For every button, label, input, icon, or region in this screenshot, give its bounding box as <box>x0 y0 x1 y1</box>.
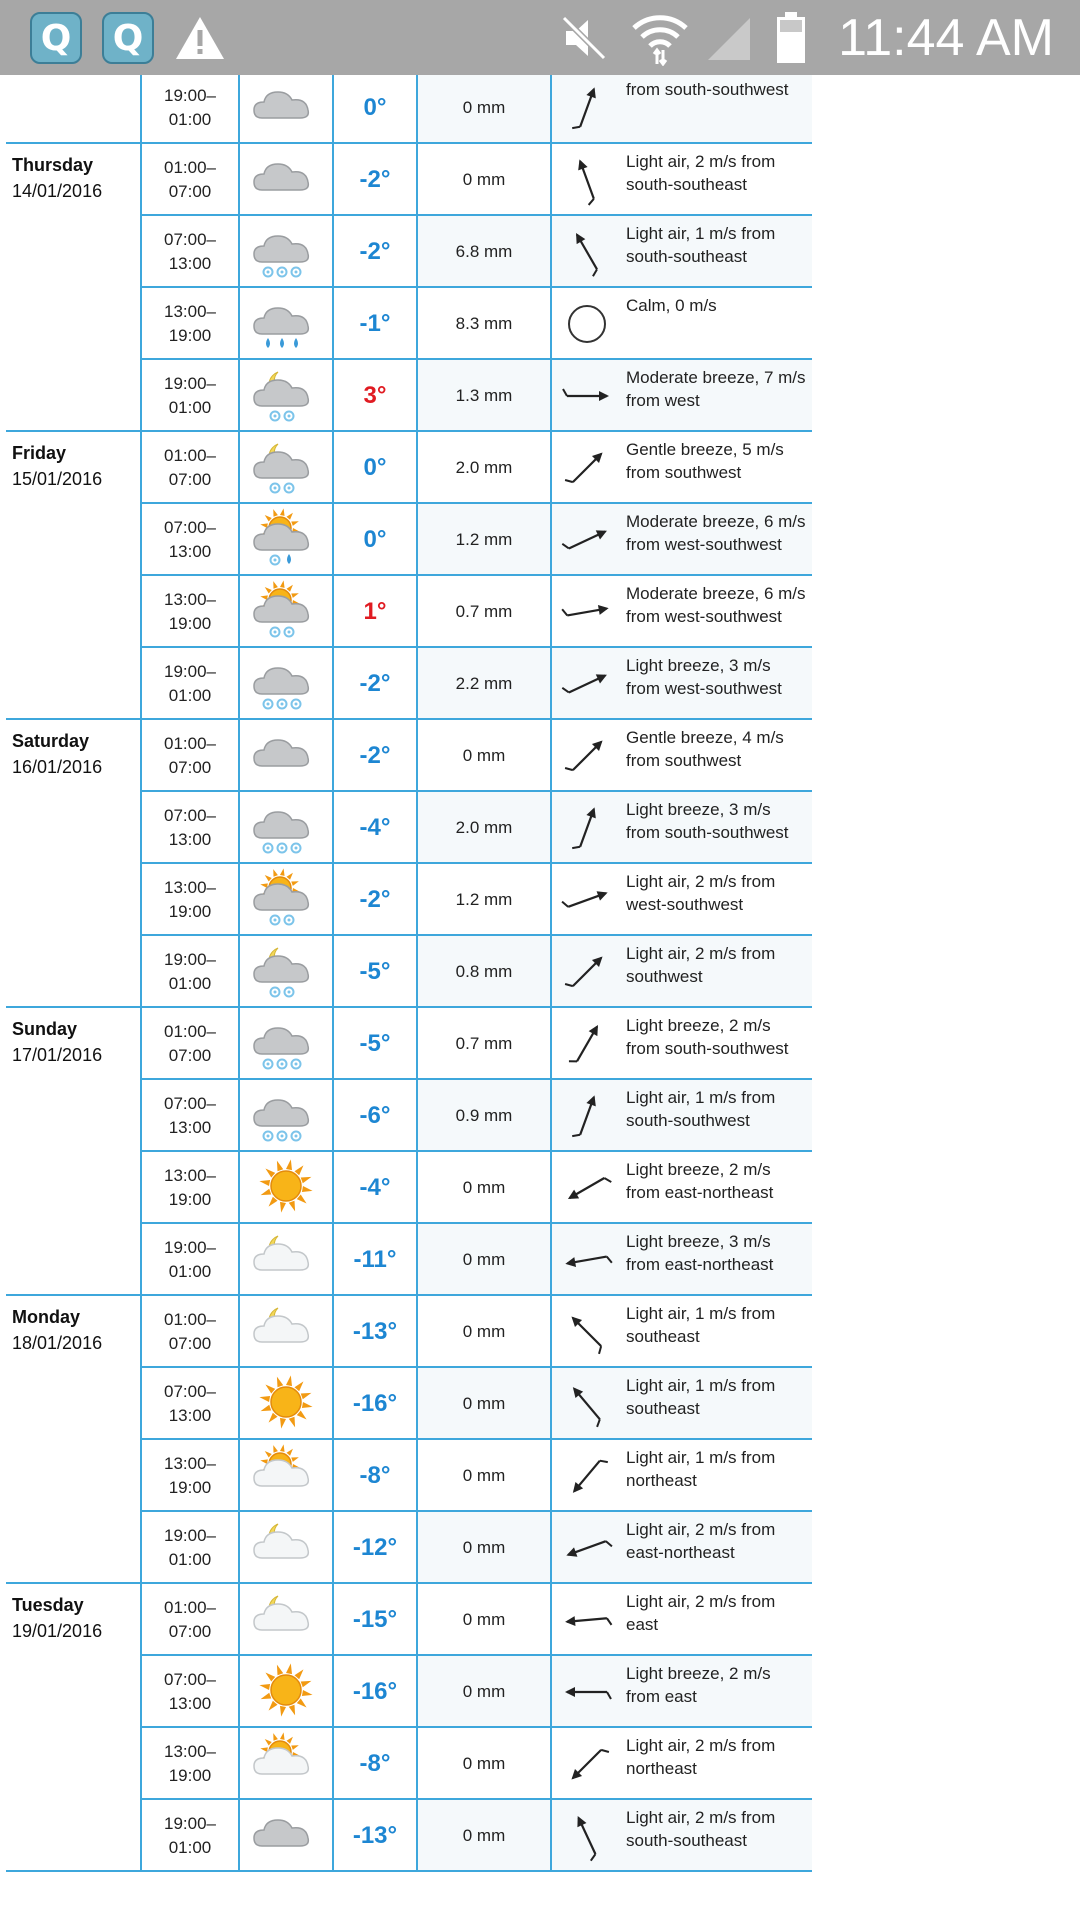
weather-cell <box>238 288 332 360</box>
wind-arrow-icon <box>552 504 622 576</box>
sun-icon <box>248 1368 318 1438</box>
time-start: 19:00– <box>164 662 216 681</box>
wind-arrow-icon <box>552 1296 622 1368</box>
wind-direction <box>550 75 620 144</box>
precipitation: 0 mm <box>416 1728 550 1800</box>
wind-description: Light air, 2 m/s from northeast <box>626 1736 776 1778</box>
wind-direction <box>550 648 620 720</box>
wind-direction <box>550 1008 620 1080</box>
clock: 11:44 AM <box>838 9 1054 67</box>
temperature: -2° <box>332 144 416 216</box>
cloud-icon <box>248 1800 318 1870</box>
wind-description: Light breeze, 2 m/s from east <box>620 1656 812 1728</box>
weather-cell <box>238 75 332 144</box>
sun-cloud-sleet-icon <box>248 504 318 574</box>
wind-direction <box>550 936 620 1008</box>
temperature: -8° <box>332 1728 416 1800</box>
time-end: 01:00 <box>168 686 212 705</box>
sun-icon <box>248 1152 318 1222</box>
time-end: 13:00 <box>168 1406 212 1425</box>
time-period <box>140 144 238 216</box>
time-period <box>140 1152 238 1224</box>
forecast-row <box>0 1080 812 1152</box>
forecast-row <box>0 75 812 144</box>
wind-direction <box>550 1368 620 1440</box>
wifi-icon <box>630 10 690 71</box>
wind-direction <box>550 144 620 216</box>
wind-direction <box>550 504 620 576</box>
temperature: -16° <box>332 1656 416 1728</box>
cloud-icon <box>248 720 318 790</box>
precipitation: 1.2 mm <box>416 864 550 936</box>
forecast-row <box>0 1224 812 1296</box>
precipitation: 0 mm <box>416 1440 550 1512</box>
cloud-snow-icon <box>248 1080 318 1150</box>
weather-cell <box>238 432 332 504</box>
time-period <box>140 75 238 144</box>
forecast-row <box>0 1656 812 1728</box>
weather-cell <box>238 216 332 288</box>
wind-direction <box>550 1152 620 1224</box>
forecast-row <box>0 936 812 1008</box>
temperature: -15° <box>332 1584 416 1656</box>
time-end: 13:00 <box>168 542 212 561</box>
forecast-row <box>0 1440 812 1512</box>
precipitation: 6.8 mm <box>416 216 550 288</box>
precipitation: 0.9 mm <box>416 1080 550 1152</box>
wind-arrow-icon <box>552 1728 622 1800</box>
wind-direction <box>550 720 620 792</box>
wind-description: Light air, 2 m/s from south-southeast <box>620 1800 812 1872</box>
wind-description: Gentle breeze, 5 m/s from southwest <box>626 440 784 482</box>
wind-direction <box>550 1728 620 1800</box>
day-name: Friday <box>12 443 67 463</box>
precipitation: 0 mm <box>416 1224 550 1296</box>
time-start: 07:00– <box>164 230 216 249</box>
wind-direction <box>550 864 620 936</box>
wind-description: Moderate breeze, 7 m/s from west <box>620 360 812 432</box>
weather-cell <box>238 1224 332 1296</box>
wind-direction <box>550 1224 620 1296</box>
precipitation: 2.0 mm <box>416 792 550 864</box>
time-period <box>140 504 238 576</box>
forecast-row <box>0 576 812 648</box>
time-start: 07:00– <box>164 1670 216 1689</box>
wind-arrow-icon <box>552 1368 622 1440</box>
mute-icon <box>560 16 608 65</box>
forecast-row <box>0 1584 812 1656</box>
day-date: 17/01/2016 <box>12 1045 103 1065</box>
time-end: 07:00 <box>168 1622 212 1641</box>
moon-cloud-light-icon <box>248 1512 318 1582</box>
time-period <box>140 1800 238 1872</box>
wind-arrow-icon <box>552 936 622 1008</box>
day-date: 16/01/2016 <box>12 757 103 777</box>
forecast-row <box>0 288 812 360</box>
weather-cell <box>238 1296 332 1368</box>
time-end: 07:00 <box>168 470 212 489</box>
weather-cell <box>238 864 332 936</box>
wind-direction <box>550 1800 620 1872</box>
weather-cell <box>238 1368 332 1440</box>
precipitation: 0 mm <box>416 1584 550 1656</box>
wind-description: from south-southwest <box>620 75 812 144</box>
wind-description: Light air, 1 m/s from south-southeast <box>620 216 812 288</box>
precipitation: 1.3 mm <box>416 360 550 432</box>
temperature: -8° <box>332 1440 416 1512</box>
day-name: Thursday <box>12 155 94 175</box>
time-period <box>140 576 238 648</box>
forecast-row <box>0 360 812 432</box>
time-start: 01:00– <box>164 1310 216 1329</box>
time-start: 19:00– <box>164 374 216 393</box>
wind-arrow-icon <box>552 1656 622 1728</box>
time-end: 19:00 <box>168 902 212 921</box>
time-period <box>140 1368 238 1440</box>
moon-cloud-snow-icon <box>248 936 318 1006</box>
precipitation: 2.2 mm <box>416 648 550 720</box>
forecast-row <box>0 648 812 720</box>
time-period <box>140 792 238 864</box>
wind-arrow-icon <box>552 720 622 792</box>
time-end: 07:00 <box>168 182 212 201</box>
weather-cell <box>238 936 332 1008</box>
forecast-row <box>0 432 812 504</box>
weather-cell <box>238 1440 332 1512</box>
wind-direction <box>550 576 620 648</box>
temperature: -1° <box>332 288 416 360</box>
time-end: 13:00 <box>168 1118 212 1137</box>
time-start: 19:00– <box>164 950 216 969</box>
wind-description: Light air, 2 m/s from east <box>626 1592 776 1634</box>
day-name: Monday <box>12 1307 81 1327</box>
time-period <box>140 1728 238 1800</box>
wind-description: Light breeze, 2 m/s from east-northeast <box>626 1160 774 1202</box>
wind-description: Light air, 1 m/s from northeast <box>626 1448 776 1490</box>
precipitation: 0 mm <box>416 144 550 216</box>
time-end: 01:00 <box>168 1838 212 1857</box>
temperature: -2° <box>332 720 416 792</box>
time-period <box>140 360 238 432</box>
precipitation: 0 mm <box>416 720 550 792</box>
day-date: 19/01/2016 <box>12 1621 103 1641</box>
day-date: 18/01/2016 <box>12 1333 103 1353</box>
time-period <box>140 1296 238 1368</box>
temperature: -16° <box>332 1368 416 1440</box>
precipitation: 1.2 mm <box>416 504 550 576</box>
time-end: 19:00 <box>168 1478 212 1497</box>
time-start: 01:00– <box>164 1598 216 1617</box>
wind-description: Light air, 1 m/s from southeast <box>620 1368 812 1440</box>
forecast-row <box>0 720 812 792</box>
weather-cell <box>238 1656 332 1728</box>
wind-description: Light air, 1 m/s from southeast <box>626 1304 776 1346</box>
wind-arrow-icon <box>552 1800 622 1872</box>
day-name: Saturday <box>12 731 90 751</box>
wind-direction <box>550 288 620 360</box>
day-date: 14/01/2016 <box>12 181 103 201</box>
time-end: 13:00 <box>168 1694 212 1713</box>
time-start: 13:00– <box>164 590 216 609</box>
forecast-row <box>0 1800 812 1872</box>
forecast-row <box>0 144 812 216</box>
wind-description: Light air, 2 m/s from east-northeast <box>620 1512 812 1584</box>
time-period <box>140 1656 238 1728</box>
row-divider <box>6 1870 812 1872</box>
weather-cell <box>238 648 332 720</box>
wind-direction <box>550 1584 620 1656</box>
wind-description: Light breeze, 3 m/s from west-southwest <box>620 648 812 720</box>
time-period <box>140 1584 238 1656</box>
time-start: 13:00– <box>164 1454 216 1473</box>
time-end: 01:00 <box>168 1262 212 1281</box>
time-period <box>140 1080 238 1152</box>
wind-arrow-icon <box>552 75 622 144</box>
temperature: -13° <box>332 1296 416 1368</box>
time-start: 07:00– <box>164 806 216 825</box>
cloud-snow-icon <box>248 216 318 286</box>
time-period <box>140 720 238 792</box>
temperature: -5° <box>332 1008 416 1080</box>
time-period <box>140 1440 238 1512</box>
time-end: 07:00 <box>168 758 212 777</box>
signal-icon <box>706 16 754 67</box>
forecast-table <box>0 75 1080 1920</box>
weather-cell <box>238 720 332 792</box>
weather-cell <box>238 576 332 648</box>
precipitation: 0.7 mm <box>416 1008 550 1080</box>
time-start: 19:00– <box>164 1814 216 1833</box>
precipitation: 8.3 mm <box>416 288 550 360</box>
status-bar <box>0 0 1080 75</box>
precipitation: 0 mm <box>416 1152 550 1224</box>
forecast-row <box>0 504 812 576</box>
precipitation: 0 mm <box>416 75 550 144</box>
time-start: 07:00– <box>164 1094 216 1113</box>
weather-cell <box>238 1800 332 1872</box>
wind-description: Light air, 2 m/s from south-southeast <box>626 152 776 194</box>
time-start: 13:00– <box>164 878 216 897</box>
forecast-row <box>0 1008 812 1080</box>
wind-direction <box>550 1656 620 1728</box>
sun-cloud-light-icon <box>248 1440 318 1510</box>
moon-cloud-light-icon <box>248 1584 318 1654</box>
temperature: -6° <box>332 1080 416 1152</box>
time-end: 13:00 <box>168 254 212 273</box>
time-end: 01:00 <box>168 1550 212 1569</box>
wind-description: Light breeze, 3 m/s from east-northeast <box>620 1224 812 1296</box>
weather-cell <box>238 1080 332 1152</box>
wind-direction <box>550 1080 620 1152</box>
time-period <box>140 648 238 720</box>
wind-description: Calm, 0 m/s <box>626 296 717 315</box>
moon-cloud-light-icon <box>248 1224 318 1294</box>
wind-description: Gentle breeze, 4 m/s from southwest <box>626 728 784 770</box>
temperature: -5° <box>332 936 416 1008</box>
precipitation: 0.8 mm <box>416 936 550 1008</box>
time-start: 01:00– <box>164 1022 216 1041</box>
forecast-row <box>0 864 812 936</box>
time-end: 19:00 <box>168 1766 212 1785</box>
wind-direction <box>550 216 620 288</box>
time-period <box>140 1008 238 1080</box>
moon-cloud-light-icon <box>248 1296 318 1366</box>
temperature: -4° <box>332 1152 416 1224</box>
time-period <box>140 1512 238 1584</box>
temperature: -2° <box>332 864 416 936</box>
wind-arrow-icon <box>552 216 622 288</box>
time-start: 13:00– <box>164 1742 216 1761</box>
forecast-row <box>0 1512 812 1584</box>
time-start: 07:00– <box>164 518 216 537</box>
temperature: -13° <box>332 1800 416 1872</box>
forecast-row <box>0 1152 812 1224</box>
weather-cell <box>238 1728 332 1800</box>
temperature: -11° <box>332 1224 416 1296</box>
wind-direction <box>550 432 620 504</box>
time-period <box>140 936 238 1008</box>
wind-arrow-icon <box>552 648 622 720</box>
weather-cell <box>238 1584 332 1656</box>
weather-cell <box>238 360 332 432</box>
time-start: 01:00– <box>164 446 216 465</box>
forecast-row <box>0 1296 812 1368</box>
temperature: -12° <box>332 1512 416 1584</box>
time-end: 01:00 <box>168 398 212 417</box>
day-name: Tuesday <box>12 1595 84 1615</box>
precipitation: 0 mm <box>416 1800 550 1872</box>
temperature: -4° <box>332 792 416 864</box>
forecast-row <box>0 792 812 864</box>
sun-cloud-snow-icon <box>248 864 318 934</box>
time-start: 13:00– <box>164 1166 216 1185</box>
temperature: 1° <box>332 576 416 648</box>
time-period <box>140 864 238 936</box>
time-end: 19:00 <box>168 614 212 633</box>
wind-arrow-icon <box>552 288 622 360</box>
time-period <box>140 216 238 288</box>
day-name: Sunday <box>12 1019 78 1039</box>
time-end: 01:00 <box>168 110 212 129</box>
wind-direction <box>550 360 620 432</box>
wind-arrow-icon <box>552 1152 622 1224</box>
wind-arrow-icon <box>552 360 622 432</box>
time-end: 07:00 <box>168 1334 212 1353</box>
wind-direction <box>550 1296 620 1368</box>
time-end: 19:00 <box>168 326 212 345</box>
temperature: 0° <box>332 75 416 144</box>
weather-cell <box>238 792 332 864</box>
wind-arrow-icon <box>552 1440 622 1512</box>
wind-arrow-icon <box>552 144 622 216</box>
time-start: 13:00– <box>164 302 216 321</box>
wind-arrow-icon <box>552 432 622 504</box>
wind-direction <box>550 792 620 864</box>
time-end: 19:00 <box>168 1190 212 1209</box>
wind-arrow-icon <box>552 576 622 648</box>
time-end: 07:00 <box>168 1046 212 1065</box>
time-start: 01:00– <box>164 158 216 177</box>
wind-description: Light air, 2 m/s from west-southwest <box>626 872 776 914</box>
cloud-rain-icon <box>248 288 318 358</box>
wind-arrow-icon <box>552 1224 622 1296</box>
forecast-row <box>0 1368 812 1440</box>
sun-icon <box>248 1656 318 1726</box>
time-start: 01:00– <box>164 734 216 753</box>
q-app-icon: Q <box>102 12 154 64</box>
forecast-row <box>0 1728 812 1800</box>
wind-description: Light air, 2 m/s from southwest <box>620 936 812 1008</box>
temperature: 3° <box>332 360 416 432</box>
moon-cloud-snow-icon <box>248 360 318 430</box>
time-start: 19:00– <box>164 86 216 105</box>
cloud-snow-icon <box>248 792 318 862</box>
wind-arrow-icon <box>552 864 622 936</box>
precipitation: 2.0 mm <box>416 432 550 504</box>
time-period <box>140 1224 238 1296</box>
cloud-icon <box>248 75 318 142</box>
wind-description: Light breeze, 3 m/s from south-southwest <box>620 792 812 864</box>
temperature: 0° <box>332 432 416 504</box>
wind-description: Moderate breeze, 6 m/s from west-southwest <box>620 504 812 576</box>
precipitation: 0 mm <box>416 1512 550 1584</box>
time-start: 07:00– <box>164 1382 216 1401</box>
weather-cell <box>238 1152 332 1224</box>
precipitation: 0 mm <box>416 1656 550 1728</box>
time-end: 13:00 <box>168 830 212 849</box>
wind-arrow-icon <box>552 792 622 864</box>
time-start: 19:00– <box>164 1526 216 1545</box>
weather-cell <box>238 1008 332 1080</box>
time-period <box>140 432 238 504</box>
cloud-icon <box>248 144 318 214</box>
day-date: 15/01/2016 <box>12 469 103 489</box>
sun-cloud-snow-icon <box>248 576 318 646</box>
weather-cell <box>238 1512 332 1584</box>
temperature: -2° <box>332 648 416 720</box>
wind-direction <box>550 1440 620 1512</box>
wind-description: Light air, 1 m/s from south-southwest <box>620 1080 812 1152</box>
sun-cloud-light-icon <box>248 1728 318 1798</box>
temperature: 0° <box>332 504 416 576</box>
precipitation: 0 mm <box>416 1368 550 1440</box>
wind-arrow-icon <box>552 1080 622 1152</box>
warning-icon <box>174 14 226 67</box>
time-start: 19:00– <box>164 1238 216 1257</box>
wind-arrow-icon <box>552 1512 622 1584</box>
battery-icon <box>776 12 806 69</box>
temperature: -2° <box>332 216 416 288</box>
weather-cell <box>238 144 332 216</box>
cloud-snow-icon <box>248 648 318 718</box>
precipitation: 0 mm <box>416 1296 550 1368</box>
weather-cell <box>238 504 332 576</box>
wind-arrow-icon <box>552 1584 622 1656</box>
q-app-icon: Q <box>30 12 82 64</box>
wind-description: Moderate breeze, 6 m/s from west-southwest <box>626 584 806 626</box>
time-period <box>140 288 238 360</box>
time-end: 01:00 <box>168 974 212 993</box>
precipitation: 0.7 mm <box>416 576 550 648</box>
forecast-row <box>0 216 812 288</box>
wind-arrow-icon <box>552 1008 622 1080</box>
wind-description: Light breeze, 2 m/s from south-southwest <box>626 1016 789 1058</box>
cloud-snow-icon <box>248 1008 318 1078</box>
moon-cloud-snow-icon <box>248 432 318 502</box>
wind-direction <box>550 1512 620 1584</box>
